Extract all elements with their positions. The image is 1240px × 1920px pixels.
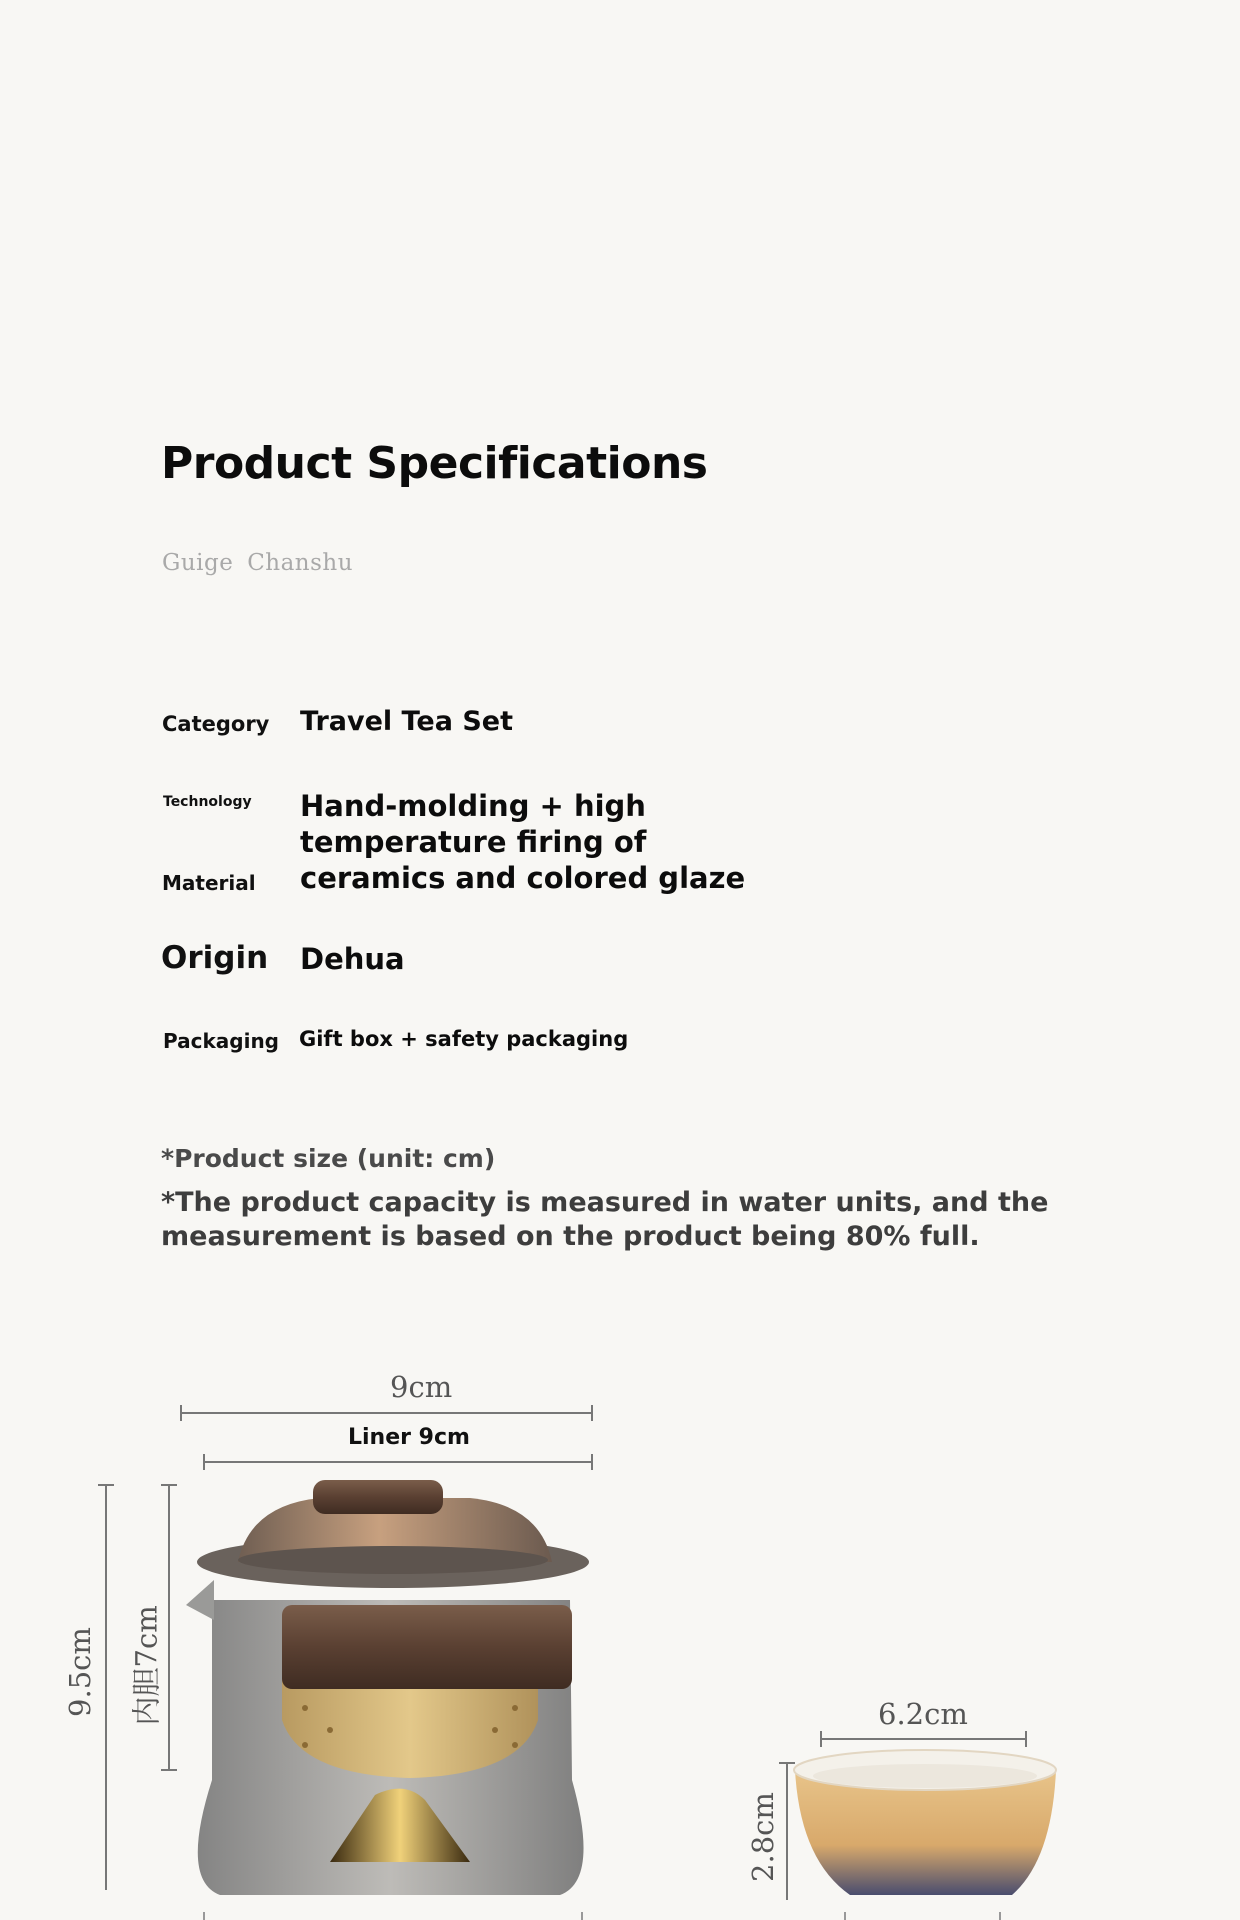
cup-height-line: [779, 1763, 795, 1900]
technology-label: Technology: [163, 794, 252, 810]
packaging-value: Gift box + safety packaging: [299, 1027, 629, 1051]
origin-value: Dehua: [300, 942, 405, 976]
teapot-wood-band: [282, 1605, 572, 1689]
cup-width-line: [821, 1731, 1026, 1747]
liner-width-label: Liner 9cm: [348, 1425, 470, 1450]
teapot-knob: [313, 1480, 443, 1514]
teapot-height-line: [98, 1485, 114, 1890]
bottom-ticks: [204, 1912, 1000, 1920]
category-label: Category: [162, 712, 270, 736]
page-title: Product Specifications: [161, 438, 708, 489]
cup-height-label: 2.8cm: [746, 1792, 780, 1882]
origin-label: Origin: [161, 940, 269, 976]
cup-width-label: 6.2cm: [878, 1697, 968, 1731]
packaging-label: Packaging: [163, 1029, 279, 1053]
teapot-spout: [186, 1580, 214, 1620]
size-note: *Product size (unit: cm): [161, 1144, 496, 1173]
teapot-width-line: [181, 1405, 592, 1421]
technology-value-line-1: Hand-molding + high: [300, 789, 646, 823]
liner-width-line: [204, 1454, 592, 1470]
teapot-height-label: 9.5cm: [63, 1627, 97, 1717]
liner-height-label: 内胆7cm: [129, 1605, 164, 1726]
capacity-note: *The product capacity is measured in water units, and the measurement is based on the product being 80% full.: [161, 1187, 1049, 1252]
technology-value-line-3: ceramics and colored glaze: [300, 861, 746, 895]
page-subtitle: Guige Chanshu: [162, 550, 354, 576]
teapot-width-label: 9cm: [390, 1370, 453, 1404]
technology-value-line-2: temperature firing of: [300, 825, 647, 859]
material-label: Material: [162, 871, 256, 895]
category-value: Travel Tea Set: [300, 706, 513, 737]
